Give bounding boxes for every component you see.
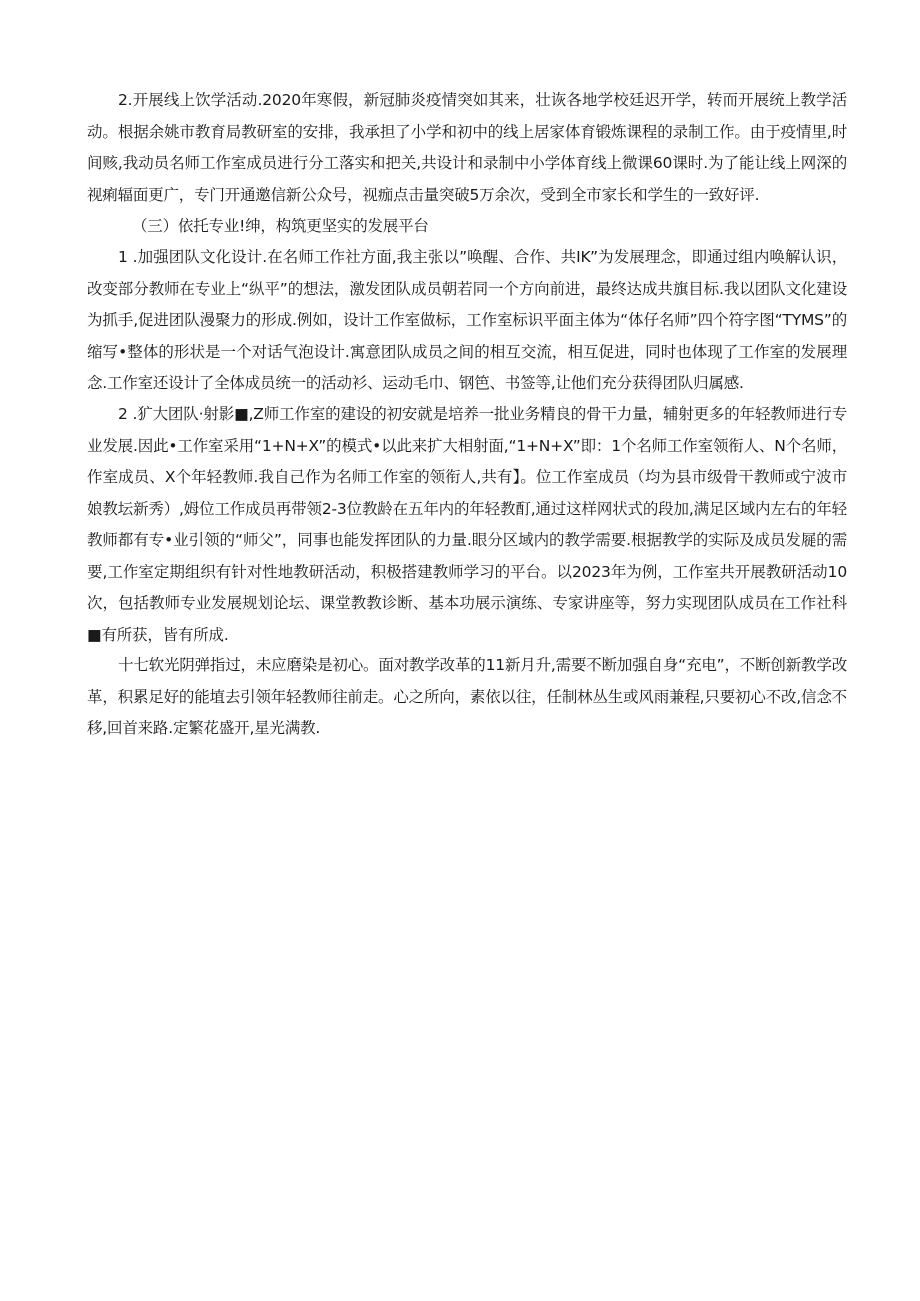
paragraph-team-culture: 1 .加强团队文化设计.在名师工作社方面,我主张以”唤醒、合作、共IK”为发展理念，即通过组内唤解认识，改变部分教师在专业上“纵平”的想法，激发团队成员朝若同一个方向前进，最终达成共旗目标.我以团队文化建设为抓手,促进团队漫聚力的形成.例如，设计工作室做标，工作室标识平面主体为“体仔名师”四个符字图“TYMS”的缩写•整体的形状是一个对话气泡设计.寓意团队成员之间的相互交流，相互促进，同时也体现了工作室的发展理念.工作室还设计了全体成员统一的活动衫、运动毛巾、钢笆、书签等,让他们充分获得团队归属感. — [87, 248, 847, 392]
paragraph-team-expansion: 2 .犷大团队·射影■,Z师工作室的建设的初安就是培养一批业务精良的骨干力量，辅射更多的年轻教师进行专业发展.因此•工作室采用“1+N+X”的模式•以此来扩大相射面,“1+N+X”即：1个名师工作室领衔人、N个名师，作室成员、X个年轻教师.我自己作为名师工作室的领衔人,共有】。位工作室成员（均为县市级骨干教师或宁波市娘教坛新秀）,姆位工作成员再带领2-3位教龄在五年内的年轻教酊,通过这样网状式的段加,满足区域内左右的年轻教师都有专•业引领的“师父”，同事也能发挥团队的力量.眼分区域内的教学需要.根据教学的实际及成员发屣的需要,工作室定期组织有针对性地教研活动，积极搭建教师学习的平台。以2023年为例，工作室共开展教研活动10次，包括教师专业发展规划论坛、课堂教教诊断、基本功展示演练、专家讲座等，努力实现团队成员在工作社科■有所获，皆有所成. — [87, 405, 847, 644]
paragraph-conclusion: 十七软光阴弹指过，未应磨染是初心。面对教学改革的11新月升,需要不断加强自身“充电”，不断创新教学改革，积累足好的能埴去引领年轻教师往前走。心之所向，素依以往，任制林丛生或风雨兼程,只要初心不改,信念不移,回首来路.定繁花盛开,星光满教. — [87, 656, 847, 737]
paragraph-online-teaching: 2.开展线上饮学活动.2020年寒假，新冠肺炎疫情突如其来，壮诙各地学校廷迟开学，转而开展统上教学活动。根据余姚市教育局教研室的安排，我承担了小学和初中的线上居家体育锻炼课程的录制工作。由于疫情里,时间赅,我动员名师工作室成员进行分工落实和把关,共设计和录制中小学体育线上微课60课时.为了能让线上网深的视痢辐面更广，专门开通邀信新公众号，视痂点击量突破5万余次，受到全市家长和学生的一致好评. — [87, 91, 847, 204]
section-heading-platform: （三）依托专业!绅，构筑更坚实的发展平台 — [132, 217, 429, 235]
